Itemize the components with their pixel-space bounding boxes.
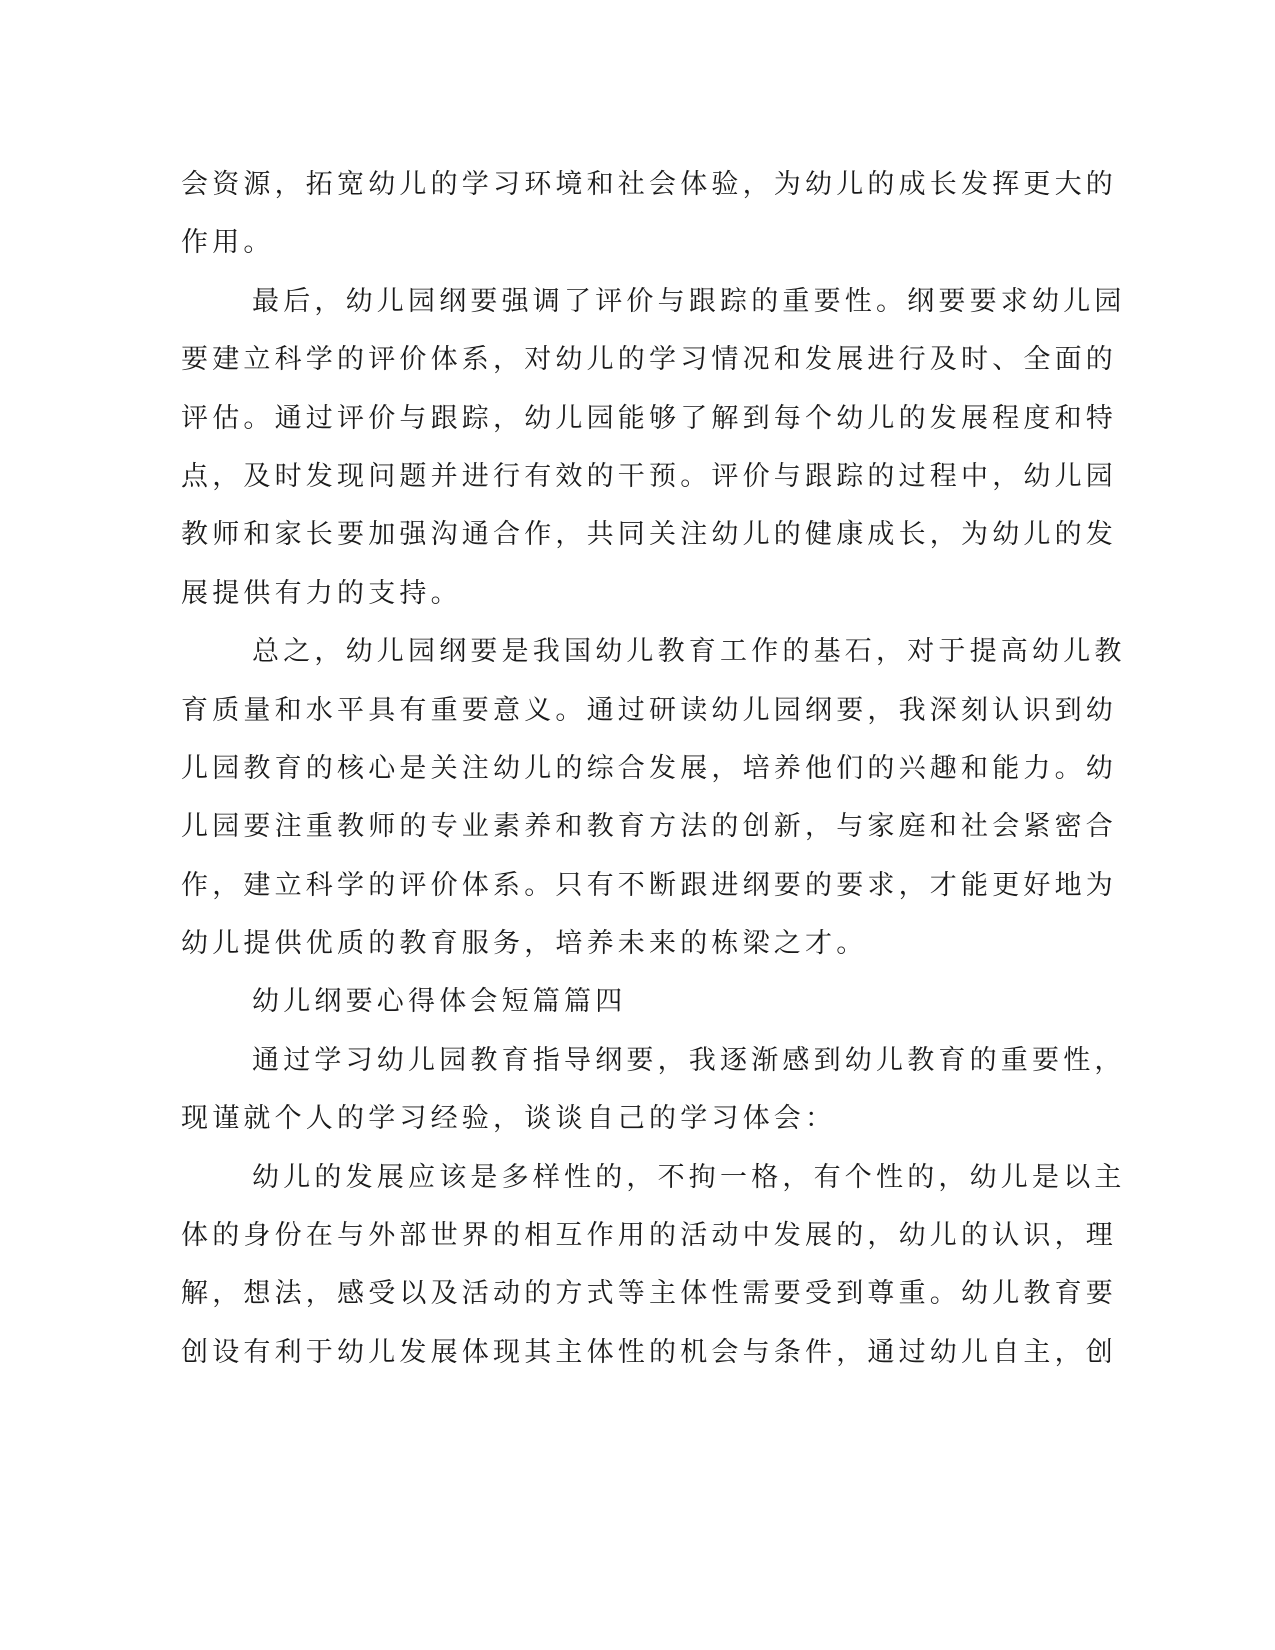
text-line: 创设有利于幼儿发展体现其主体性的机会与条件，通过幼儿自主，创 bbox=[181, 1336, 1117, 1368]
text-line: 会资源，拓宽幼儿的学习环境和社会体验，为幼儿的成长发挥更大的 bbox=[181, 169, 1117, 200]
text-line: 要建立科学的评价体系，对幼儿的学习情况和发展进行及时、全面的 bbox=[181, 344, 1117, 376]
body-text bbox=[181, 156, 1126, 1382]
text-line: 教师和家长要加强沟通合作，共同关注幼儿的健康成长，为幼儿的发 bbox=[181, 519, 1117, 551]
text-line: 作，建立科学的评价体系。只有不断跟进纲要的要求，才能更好地为 bbox=[181, 869, 1117, 901]
text-line: 幼儿提供优质的教育服务，培养未来的栋梁之才。 bbox=[181, 928, 868, 960]
text-line: 体的身份在与外部世界的相互作用的活动中发展的，幼儿的认识，理 bbox=[181, 1220, 1117, 1252]
text-line: 点，及时发现问题并进行有效的干预。评价与跟踪的过程中，幼儿园 bbox=[181, 460, 1117, 492]
paragraph-start-line: 最后，幼儿园纲要强调了评价与跟踪的重要性。纲要要求幼儿园 bbox=[252, 285, 1126, 317]
paragraph-start-line: 通过学习幼儿园教育指导纲要，我逐渐感到幼儿教育的重要性， bbox=[252, 1044, 1126, 1076]
text-line: 儿园要注重教师的专业素养和教育方法的创新，与家庭和社会紧密合 bbox=[181, 811, 1117, 843]
text-line: 育质量和水平具有重要意义。通过研读幼儿园纲要，我深刻认识到幼 bbox=[181, 694, 1117, 726]
paragraph-start-line: 总之，幼儿园纲要是我国幼儿教育工作的基石，对于提高幼儿教 bbox=[252, 636, 1126, 668]
text-line: 展提供有力的支持。 bbox=[181, 577, 462, 609]
text-line: 儿园教育的核心是关注幼儿的综合发展，培养他们的兴趣和能力。幼 bbox=[181, 752, 1117, 784]
text-line: 解，想法，感受以及活动的方式等主体性需要受到尊重。幼儿教育要 bbox=[181, 1278, 1117, 1310]
text-line: 作用。 bbox=[181, 227, 275, 259]
paragraph-start-line: 幼儿的发展应该是多样性的，不拘一格，有个性的，幼儿是以主 bbox=[252, 1161, 1126, 1193]
text-line: 现谨就个人的学习经验，谈谈自己的学习体会： bbox=[181, 1103, 837, 1135]
text-line: 评估。通过评价与跟踪，幼儿园能够了解到每个幼儿的发展程度和特 bbox=[181, 402, 1117, 434]
section-heading: 幼儿纲要心得体会短篇篇四 bbox=[252, 986, 627, 1018]
